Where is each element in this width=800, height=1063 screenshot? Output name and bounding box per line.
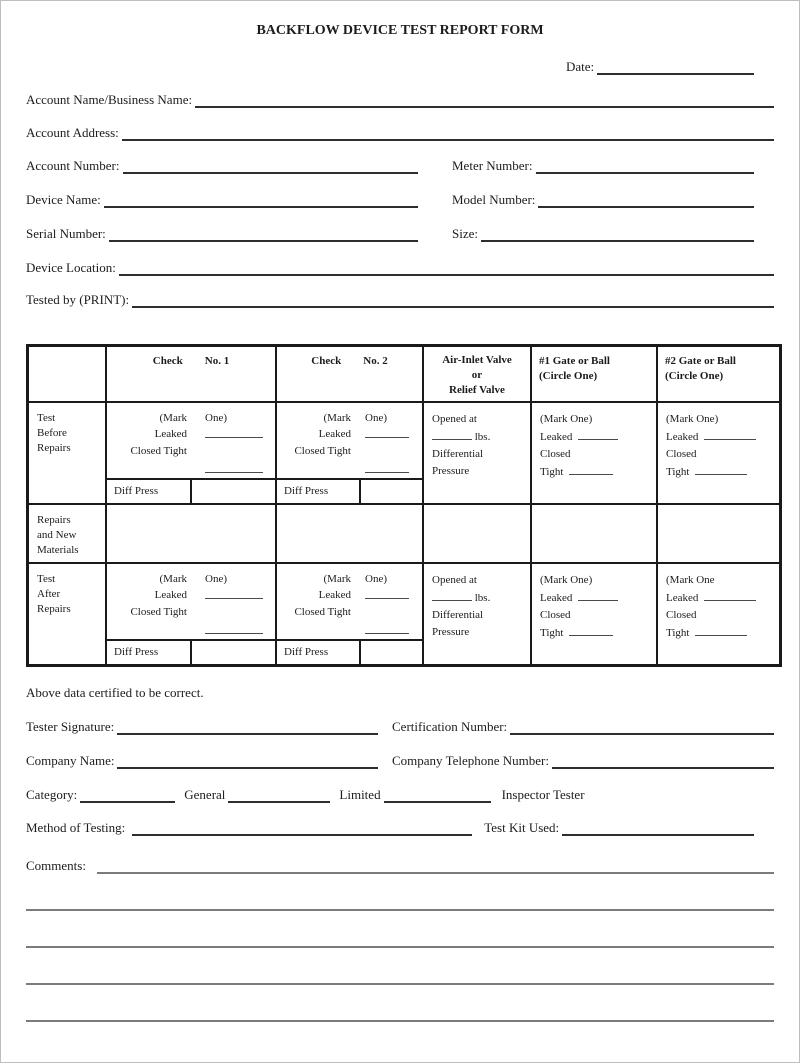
after-gate1-leaked-field[interactable] (578, 589, 618, 601)
serial-number-field[interactable] (109, 227, 418, 242)
header-gate2: #2 Gate or Ball (Circle One) (665, 355, 736, 382)
limited-field[interactable] (384, 788, 491, 803)
header-blank-cell (29, 347, 107, 401)
before-check1-leaked-field[interactable] (205, 426, 263, 438)
row-repairs-and-new-materials (29, 503, 779, 562)
test-table (26, 344, 782, 667)
category-field[interactable] (80, 788, 175, 803)
tested-by-field[interactable] (132, 293, 774, 308)
device-name-label: Device Name: (26, 192, 101, 207)
after-gate2-cell: (Mark One Leaked Closed Tight (658, 564, 779, 664)
tested-by-label: Tested by (PRINT): (26, 292, 130, 307)
before-check1-closed-field[interactable] (205, 461, 263, 473)
device-location-label: Device Location: (26, 260, 116, 275)
after-air-inlet-cell: Opened at lbs. Differential Pressure (424, 564, 532, 664)
before-diff-press-subrow (107, 478, 422, 503)
company-name-label: Company Name: (26, 753, 115, 768)
device-location-field[interactable] (119, 261, 774, 276)
account-meter-row (26, 158, 774, 174)
repairs-check2-cell[interactable] (277, 505, 424, 562)
table-header-row (29, 347, 779, 401)
company-name-row (26, 753, 774, 769)
limited-label: Limited (339, 787, 381, 802)
tester-signature-row (26, 719, 774, 735)
header-check-no2: Check No. 2 (277, 347, 424, 401)
before-gate2-cell: (Mark One) Leaked Closed Tight (658, 403, 779, 503)
repairs-gate1-cell[interactable] (532, 505, 658, 562)
size-label: Size: (452, 226, 478, 241)
date-row (566, 59, 754, 75)
before-check2-closed-field[interactable] (365, 461, 409, 473)
after-check2-leaked-field[interactable] (365, 587, 409, 599)
row-label-test-before-repairs: Test Before Repairs (29, 403, 107, 503)
account-name-field[interactable] (195, 93, 774, 108)
tester-signature-field[interactable] (117, 720, 378, 735)
account-number-field[interactable] (123, 159, 418, 174)
inspector-tester-label: Inspector Tester (501, 787, 585, 802)
certified-statement: Above data certified to be correct. (26, 685, 204, 700)
date-field[interactable] (597, 60, 754, 75)
after-opened-at-field[interactable] (432, 589, 472, 601)
account-address-row (26, 125, 774, 141)
header-air-inlet-valve: Air-Inlet Valve or Relief Valve (424, 347, 532, 401)
company-name-field[interactable] (117, 754, 378, 769)
category-row (26, 787, 774, 803)
comments-label: Comments: (26, 858, 86, 873)
repairs-check1-cell[interactable] (107, 505, 277, 562)
date-label: Date: (566, 59, 595, 74)
after-check1-closed-field[interactable] (205, 622, 263, 634)
after-gate2-leaked-field[interactable] (704, 589, 756, 601)
before-air-inlet-cell: Opened at lbs. Differential Pressure (424, 403, 532, 503)
before-gate1-cell: (Mark One) Leaked Closed Tight (532, 403, 658, 503)
comments-row (26, 858, 774, 874)
before-gate2-tight-field[interactable] (695, 463, 747, 475)
method-of-testing-label: Method of Testing: (26, 820, 126, 835)
before-diff-press2-value-cell[interactable] (361, 480, 422, 503)
comments-line-2[interactable] (26, 946, 774, 948)
after-diff-press1-label: Diff Press (107, 641, 192, 664)
method-of-testing-row (26, 820, 774, 836)
serial-size-row (26, 226, 774, 242)
category-label: Category: (26, 787, 78, 802)
serial-number-label: Serial Number: (26, 226, 106, 241)
device-name-field[interactable] (104, 193, 418, 208)
before-check2-cell: (Mark One) Leaked Closed Tight (277, 403, 422, 478)
account-name-row (26, 92, 774, 108)
test-kit-used-field[interactable] (562, 821, 754, 836)
company-telephone-label: Company Telephone Number: (392, 753, 549, 768)
before-diff-press1-value-cell[interactable] (192, 480, 277, 503)
before-diff-press2-label: Diff Press (277, 480, 361, 503)
before-diff-press1-label: Diff Press (107, 480, 192, 503)
account-name-label: Account Name/Business Name: (26, 92, 193, 107)
certification-number-field[interactable] (510, 720, 774, 735)
comments-line-3[interactable] (26, 983, 774, 985)
account-number-label: Account Number: (26, 158, 120, 173)
tester-signature-label: Tester Signature: (26, 719, 115, 734)
after-check1-leaked-field[interactable] (205, 587, 263, 599)
comments-field[interactable] (97, 859, 774, 874)
comments-line-4[interactable] (26, 1020, 774, 1022)
certification-number-label: Certification Number: (392, 719, 508, 734)
certified-statement-row (26, 685, 774, 701)
header-check-no1: Check No. 1 (107, 347, 277, 401)
meter-number-field[interactable] (536, 159, 754, 174)
after-diff-press1-value-cell[interactable] (192, 641, 277, 664)
after-gate1-tight-field[interactable] (569, 624, 613, 636)
before-check2-leaked-field[interactable] (365, 426, 409, 438)
general-label: General (184, 787, 226, 802)
size-field[interactable] (481, 227, 754, 242)
after-check2-closed-field[interactable] (365, 622, 409, 634)
before-gate1-tight-field[interactable] (569, 463, 613, 475)
meter-number-label: Meter Number: (452, 158, 533, 173)
before-opened-at-field[interactable] (432, 428, 472, 440)
test-kit-used-label: Test Kit Used: (484, 820, 560, 835)
after-gate1-cell: (Mark One) Leaked Closed Tight (532, 564, 658, 664)
model-number-field[interactable] (538, 193, 754, 208)
after-diff-press2-value-cell[interactable] (361, 641, 422, 664)
row-test-before-repairs (29, 401, 779, 503)
after-diff-press-subrow (107, 639, 422, 664)
general-field[interactable] (228, 788, 330, 803)
row-label-test-after-repairs: Test After Repairs (29, 564, 107, 664)
after-check2-cell: (Mark One) Leaked Closed Tight (277, 564, 422, 639)
after-gate2-tight-field[interactable] (695, 624, 747, 636)
after-diff-press2-label: Diff Press (277, 641, 361, 664)
comments-line-1[interactable] (26, 909, 774, 911)
company-telephone-field[interactable] (552, 754, 774, 769)
before-check1-cell: (Mark One) Leaked Closed Tight (107, 403, 277, 478)
device-model-row (26, 192, 774, 208)
before-gate1-leaked-field[interactable] (578, 428, 618, 440)
row-label-repairs-materials: Repairs and New Materials (29, 505, 107, 562)
header-gate1: #1 Gate or Ball (Circle One) (532, 347, 658, 401)
model-number-label: Model Number: (452, 192, 536, 207)
after-check1-cell: (Mark One) Leaked Closed Tight (107, 564, 277, 639)
before-gate2-leaked-field[interactable] (704, 428, 756, 440)
tested-by-row (26, 292, 774, 308)
row-test-after-repairs (29, 562, 779, 664)
account-address-field[interactable] (122, 126, 774, 141)
account-address-label: Account Address: (26, 125, 119, 140)
device-location-row (26, 260, 774, 276)
repairs-gate2-cell[interactable] (658, 505, 779, 562)
method-of-testing-field[interactable] (132, 821, 472, 836)
repairs-air-cell[interactable] (424, 505, 532, 562)
form-title: BACKFLOW DEVICE TEST REPORT FORM (256, 23, 544, 38)
